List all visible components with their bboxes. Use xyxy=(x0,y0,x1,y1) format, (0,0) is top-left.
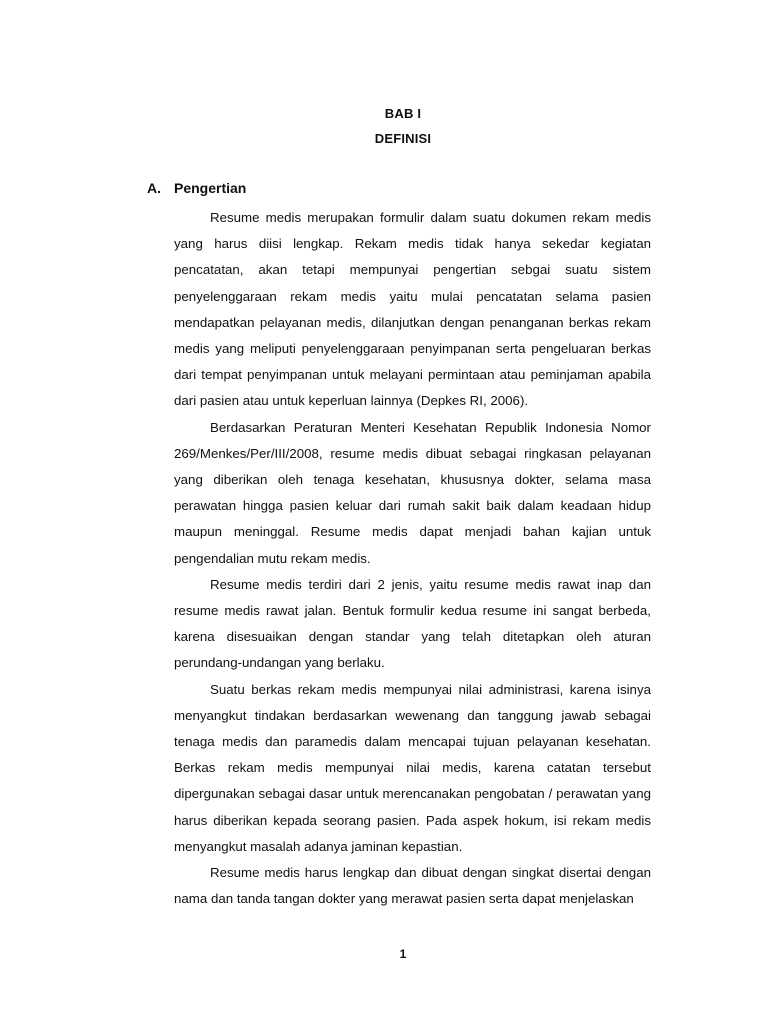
chapter-heading: BAB I xyxy=(384,106,422,121)
section-heading xyxy=(147,180,246,196)
paragraph: Resume medis terdiri dari 2 jenis, yaitu resume medis rawat inap dan resume medis rawat jalan. Bentuk formulir kedua resume ini sangat berbeda, karena disesuaikan dengan standar yang telah ditetapkan oleh aturan perundang-undangan yang berlaku. xyxy=(174,576,651,671)
chapter-title: DEFINISI xyxy=(374,131,432,146)
body-text xyxy=(174,205,651,912)
paragraph: Resume medis merupakan formulir dalam suatu dokumen rekam medis yang harus diisi lengkap. Rekam medis tidak hanya sekedar kegiatan pencatatan, akan tetapi mempunyai pengertian sebgai suatu sistem penyelenggaraan rekam medis yaitu mulai pencatatan selama pasien mendapatkan pelayanan medis, dilanjutkan dengan penanganan berkas rekam medis yang meliputi penyelenggaraan penyimpanan serta pengeluaran berkas dari tempat penyimpanan untuk melayani permintaan atau peminjaman apabila dari pasien atau untuk keperluan lainnya (Depkes RI, 2006). xyxy=(174,210,651,409)
paragraph: Suatu berkas rekam medis mempunyai nilai administrasi, karena isinya menyangkut tindakan berdasarkan wewenang dan tanggung jawab sebagai tenaga medis dan paramedis dalam mencapai tujuan pelayanan kesehatan. Berkas rekam medis mempunyai nilai medis, karena catatan tersebut dipergunakan sebagai dasar untuk merencanakan pengobatan / perawatan yang harus diberikan kepada seorang pasien. Pada aspek hokum, isi rekam medis menyangkut masalah adanya jaminan kepastian. xyxy=(174,681,651,854)
section-title: Pengertian xyxy=(174,180,247,196)
section-letter: A. xyxy=(147,180,161,196)
page-number: 1 xyxy=(399,947,407,961)
paragraph: Berdasarkan Peraturan Menteri Kesehatan Republik Indonesia Nomor 269/Menkes/Per/III/2008, resume medis dibuat sebagai ringkasan pelayanan yang diberikan oleh tenaga kesehatan, khususnya dokter, selama masa perawatan hingga pasien keluar dari rumah sakit baik dalam keadaan hidup maupun meninggal. Resume medis dapat menjadi bahan kajian untuk pengendalian mutu rekam medis. xyxy=(174,419,651,566)
paragraph: Resume medis harus lengkap dan dibuat dengan singkat disertai dengan nama dan tanda tangan dokter yang merawat pasien serta dapat menjelaskan xyxy=(174,865,651,907)
